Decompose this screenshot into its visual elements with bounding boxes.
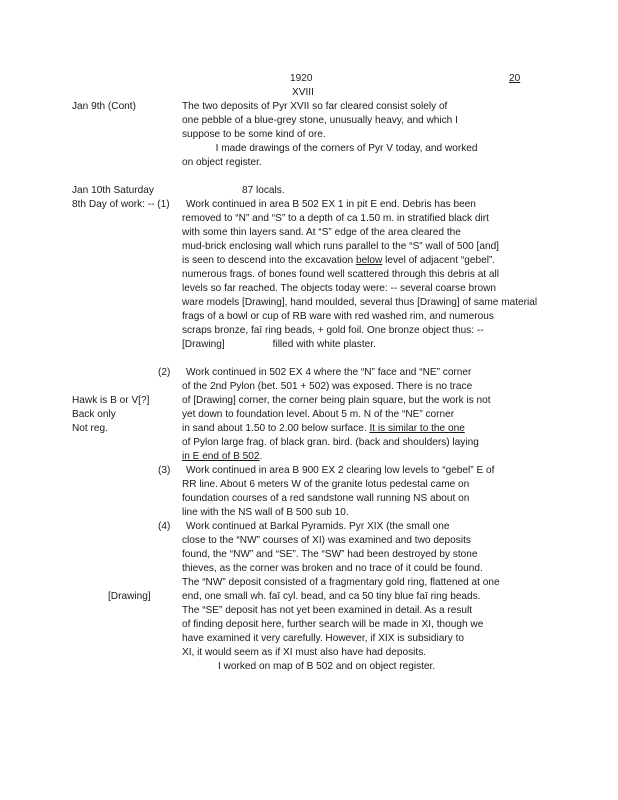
margin-date-jan9: Jan 9th (Cont)	[72, 101, 136, 112]
entry-line: Work continued at Barkal Pyramids. Pyr XIX (the small one	[186, 521, 450, 532]
entry-line: in sand about 1.50 to 2.00 below surface. It is similar to the one	[182, 423, 465, 434]
entry-line: ware models [Drawing], hand moulded, several thus [Drawing] of same material	[182, 297, 538, 308]
page-year: 1920	[290, 73, 313, 84]
margin-note: Back only	[72, 409, 116, 420]
entry-line: is seen to descend into the excavation below level of adjacent “gebel”.	[182, 255, 496, 266]
entry-line: of finding deposit here, further search will be made in XI, though we	[182, 619, 484, 630]
entry-line: frags of a bowl or cup of RB ware with red washed rim, and numerous	[182, 311, 494, 322]
margin-day-of-work: 8th Day of work: -- (1)	[72, 199, 170, 210]
entry-line: Work continued in area B 502 EX 1 in pit E end. Debris has been	[186, 199, 476, 210]
margin-date-jan10: Jan 10th Saturday	[72, 185, 154, 196]
page-roman-numeral: XVIII	[292, 87, 314, 98]
entry-line: The “NW” deposit consisted of a fragmentary gold ring, flattened at one	[182, 577, 500, 588]
entry-line: close to the “NW” courses of XI) was examined and two deposits	[182, 535, 471, 546]
locals-count: 87 locals.	[242, 185, 285, 196]
underlined-word: below	[355, 255, 383, 266]
entry-line: thieves, as the corner was broken and no trace of it could be found.	[182, 563, 483, 574]
entry-line: one pebble of a blue-grey stone, unusually heavy, and which I	[182, 115, 458, 126]
margin-note: Hawk is B or V[?]	[72, 395, 150, 406]
entry-line: levels so far reached. The objects today were: -- several coarse brown	[182, 283, 496, 294]
entry-line: have examined it very carefully. However, if XIX is subsidiary to	[182, 633, 464, 644]
entry-line: The two deposits of Pyr XVII so far cleared consist solely of	[182, 101, 448, 112]
entry-line: of [Drawing] corner, the corner being plain square, but the work is not	[182, 395, 491, 406]
underlined-text: in E end of B 502	[182, 451, 260, 462]
entry-line: scraps bronze, faī ring beads, + gold foil. One bronze object thus: --	[182, 325, 484, 336]
item-number: (2)	[158, 367, 171, 378]
entry-line: in E end of B 502.	[182, 451, 263, 462]
entry-line: suppose to be some kind of ore.	[182, 129, 326, 140]
page-number: 20	[509, 73, 521, 84]
entry-line: RR line. About 6 meters W of the granite lotus pedestal came on	[182, 479, 470, 490]
entry-line: on object register.	[182, 157, 262, 168]
entry-line: numerous frags. of bones found well scattered through this debris at all	[182, 269, 500, 280]
entry-line: The “SE” deposit has not yet been examined in detail. As a result	[182, 605, 473, 616]
entry-line: I worked on map of B 502 and on object register.	[218, 661, 436, 672]
entry-line: Work continued in 502 EX 4 where the “N” face and “NE” corner	[186, 367, 472, 378]
entry-line: foundation courses of a red sandstone wall running NS about on	[182, 493, 470, 504]
entry-line: of Pylon large frag. of black gran. bird. (back and shoulders) laying	[182, 437, 479, 448]
entry-line: found, the “NW” and “SE”. The “SW” had been destroyed by stone	[182, 549, 478, 560]
entry-line: Work continued in area B 900 EX 2 clearing low levels to “gebel” E of	[186, 465, 495, 476]
entry-line: end, one small wh. faī cyl. bead, and ca 50 tiny blue faī ring beads.	[182, 591, 481, 602]
entry-line: with some thin layers sand. At “S” edge of the area cleared the	[182, 227, 461, 238]
entry-line: removed to “N” and “S” to a depth of ca 1.50 m. in stratified black dirt	[182, 213, 489, 224]
item-number: (3)	[158, 465, 171, 476]
entry-line: I made drawings of the corners of Pyr V today, and worked	[182, 143, 478, 154]
margin-drawing-note: [Drawing]	[108, 591, 151, 602]
entry-line: XI, it would seem as if XI must also have had deposits.	[182, 647, 427, 658]
entry-line: line with the NS wall of B 500 sub 10.	[182, 507, 349, 518]
entry-line: [Drawing] filled with white plaster.	[182, 339, 376, 350]
underlined-text: It is similar to the one	[369, 423, 465, 434]
entry-line: mud-brick enclosing wall which runs parallel to the “S” wall of 500 [and]	[182, 241, 499, 252]
margin-note: Not reg.	[72, 423, 108, 434]
entry-line: yet down to foundation level. About 5 m. N of the “NE” corner	[182, 409, 455, 420]
item-number: (4)	[158, 521, 171, 532]
entry-line: of the 2nd Pylon (bet. 501 + 502) was exposed. There is no trace	[182, 381, 473, 392]
